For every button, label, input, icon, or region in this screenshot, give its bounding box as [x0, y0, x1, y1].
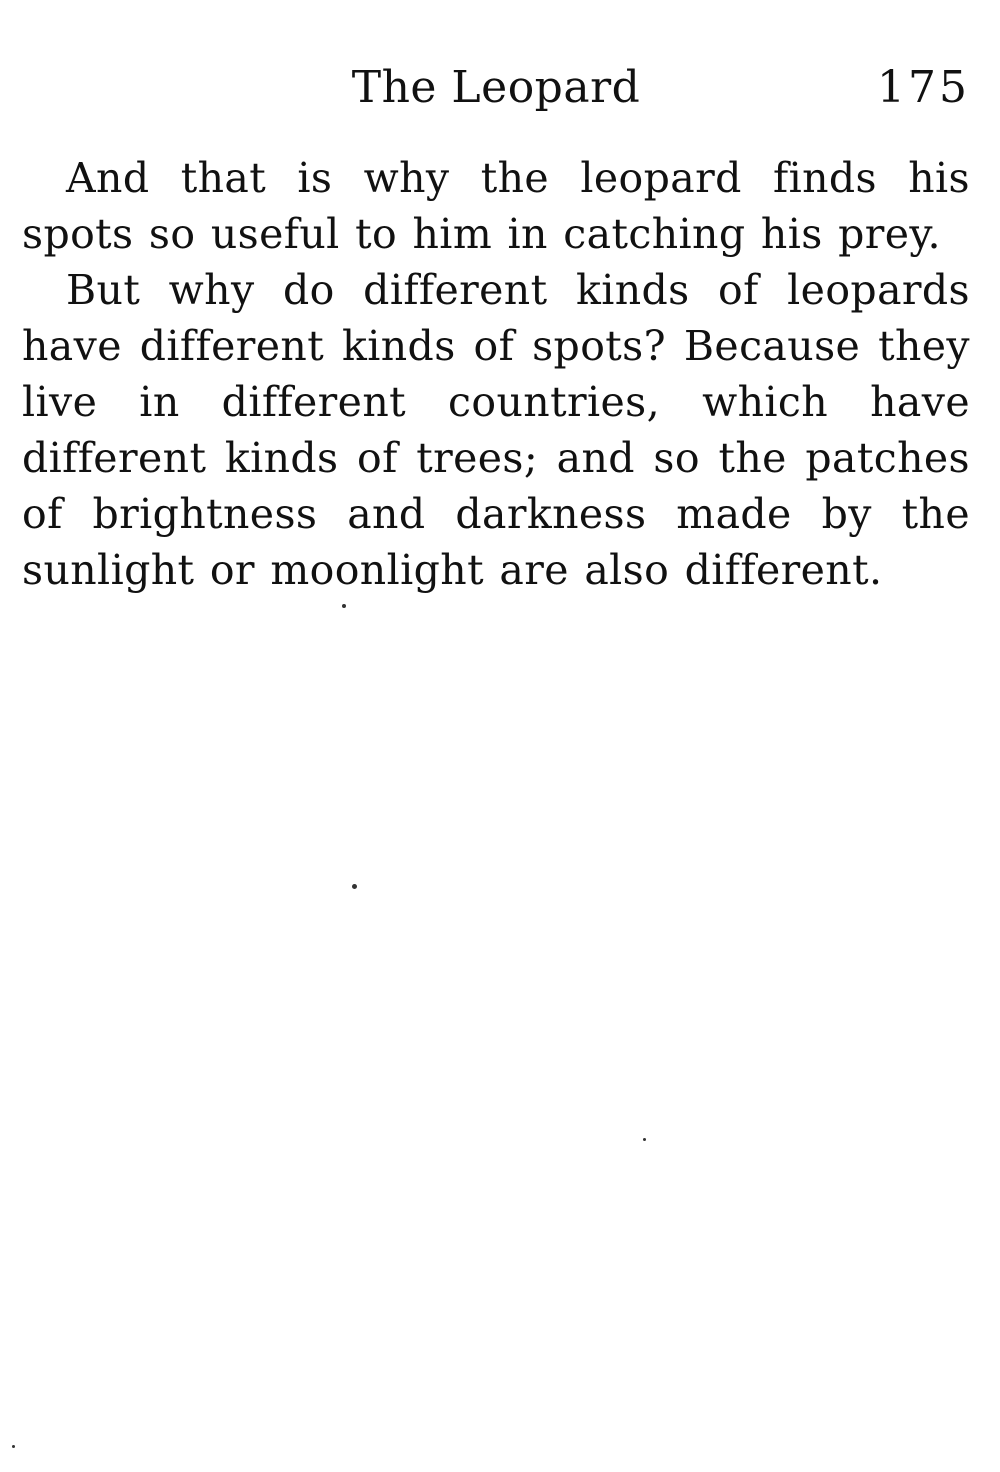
- print-speck: [352, 884, 357, 889]
- body-text: [22, 150, 970, 598]
- running-head: [22, 60, 970, 116]
- chapter-title: The Leopard: [351, 62, 641, 113]
- paragraph: And that is why the leopard finds his spots so useful to him in catching his prey.: [22, 154, 970, 258]
- print-speck: [12, 1445, 15, 1448]
- page-number: 175: [877, 62, 970, 113]
- print-speck: [342, 604, 346, 608]
- paragraph: But why do different kinds of leopards have different kinds of spots? Because they live in different countries, which have different kinds of trees; and so the patches of brightness and darkness made by the sunlight or moonlight are also different.: [22, 266, 970, 594]
- print-speck: [643, 1138, 646, 1141]
